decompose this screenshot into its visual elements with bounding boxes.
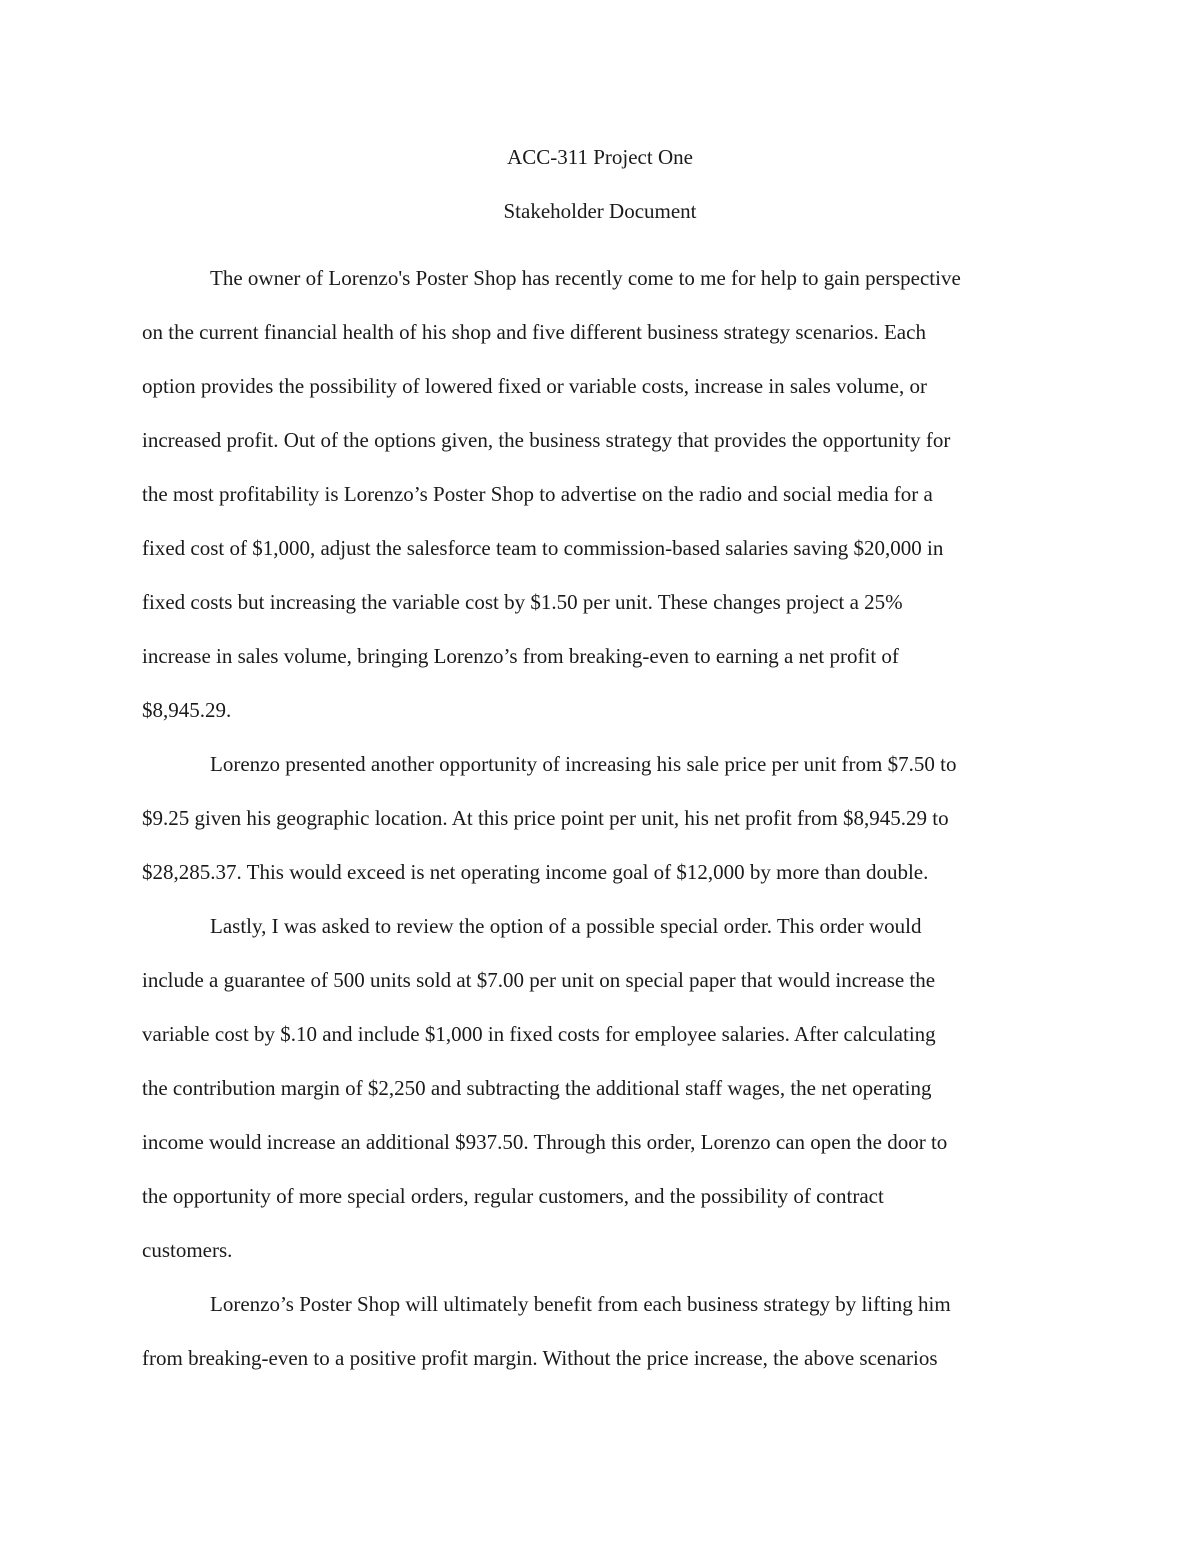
text-line: customers. <box>142 1238 233 1262</box>
text-line: increase in sales volume, bringing Lorenzo’s from breaking-even to earning a net profit of <box>142 644 899 668</box>
text-line: increased profit. Out of the options given, the business strategy that provides the opportunity for <box>142 428 951 452</box>
document-title: ACC-311 Project One <box>507 145 693 169</box>
document-body <box>142 251 1062 1385</box>
text-line: $28,285.37. This would exceed is net operating income goal of $12,000 by more than double. <box>142 860 929 884</box>
text-line: The owner of Lorenzo's Poster Shop has recently come to me for help to gain perspective <box>210 266 961 290</box>
text-line: $9.25 given his geographic location. At this price point per unit, his net profit from $8,945.29 to <box>142 806 949 830</box>
text-line: fixed cost of $1,000, adjust the salesforce team to commission-based salaries saving $20,000 in <box>142 536 944 560</box>
text-line: variable cost by $.10 and include $1,000 in fixed costs for employee salaries. After calculating <box>142 1022 936 1046</box>
text-line: option provides the possibility of lowered fixed or variable costs, increase in sales volume, or <box>142 374 927 398</box>
text-line: on the current financial health of his shop and five different business strategy scenarios. Each <box>142 320 926 344</box>
text-line: Lorenzo presented another opportunity of increasing his sale price per unit from $7.50 to <box>210 752 957 776</box>
text-line: from breaking-even to a positive profit margin. Without the price increase, the above scenarios <box>142 1346 938 1370</box>
text-line: the opportunity of more special orders, regular customers, and the possibility of contract <box>142 1184 884 1208</box>
text-line: include a guarantee of 500 units sold at $7.00 per unit on special paper that would increase the <box>142 968 936 992</box>
text-line: $8,945.29. <box>142 698 232 722</box>
text-line: the contribution margin of $2,250 and subtracting the additional staff wages, the net operating <box>142 1076 932 1100</box>
text-line: the most profitability is Lorenzo’s Poster Shop to advertise on the radio and social media for a <box>142 482 933 506</box>
document-subtitle: Stakeholder Document <box>503 199 697 223</box>
text-line: Lorenzo’s Poster Shop will ultimately benefit from each business strategy by lifting him <box>210 1292 951 1316</box>
text-line: Lastly, I was asked to review the option of a possible special order. This order would <box>210 914 922 938</box>
text-line: income would increase an additional $937.50. Through this order, Lorenzo can open the door to <box>142 1130 948 1154</box>
text-line: fixed costs but increasing the variable cost by $1.50 per unit. These changes project a 25% <box>142 590 903 614</box>
